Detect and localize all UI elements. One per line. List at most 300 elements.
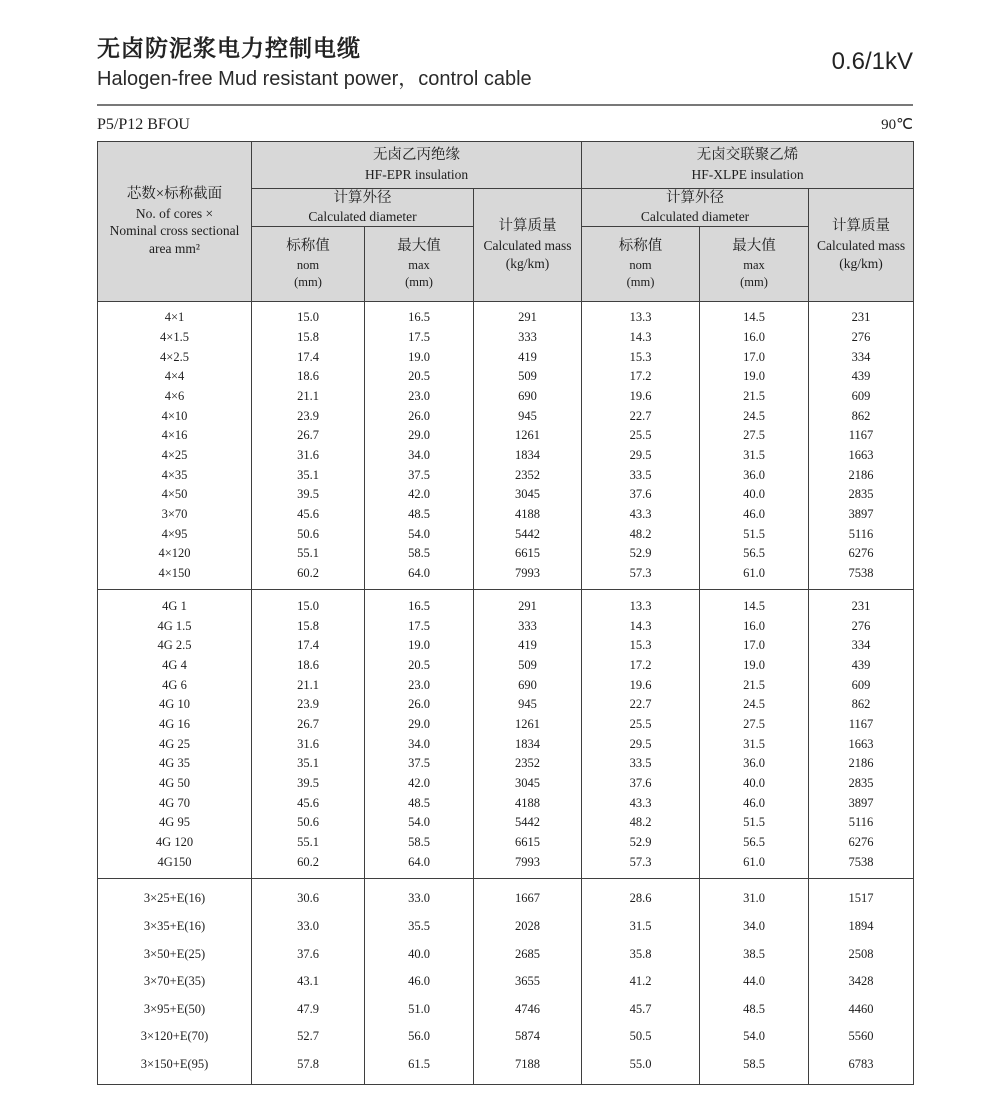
header-cores-area bbox=[98, 141, 252, 301]
cell-value: 37.6 bbox=[582, 485, 700, 505]
cell-value: 439 bbox=[809, 367, 914, 387]
cell-value: 31.5 bbox=[700, 446, 809, 466]
cell-value: 4188 bbox=[474, 793, 582, 813]
table-row bbox=[98, 813, 914, 833]
cell-value: 23.9 bbox=[252, 695, 365, 715]
cell-cores-area: 4G 95 bbox=[98, 813, 252, 833]
table-row bbox=[98, 426, 914, 446]
cell-value: 64.0 bbox=[365, 564, 474, 590]
cell-value: 31.5 bbox=[582, 913, 700, 941]
cell-value: 52.7 bbox=[252, 1023, 365, 1051]
cell-value: 22.7 bbox=[582, 406, 700, 426]
cell-value: 291 bbox=[474, 301, 582, 327]
cell-value: 52.9 bbox=[582, 544, 700, 564]
cell-value: 27.5 bbox=[700, 426, 809, 446]
cell-value: 35.8 bbox=[582, 940, 700, 968]
table-row bbox=[98, 564, 914, 590]
table-row bbox=[98, 387, 914, 407]
model-code: P5/P12 BFOU bbox=[97, 115, 190, 133]
cell-value: 37.5 bbox=[365, 465, 474, 485]
page-title-en: Halogen-free Mud resistant power，control cable bbox=[97, 67, 532, 90]
cell-value: 509 bbox=[474, 656, 582, 676]
cell-value: 1261 bbox=[474, 715, 582, 735]
table-row bbox=[98, 793, 914, 813]
cell-value: 334 bbox=[809, 636, 914, 656]
header-epr-max-unit: (mm) bbox=[405, 274, 433, 289]
cell-value: 2835 bbox=[809, 485, 914, 505]
cell-value: 46.0 bbox=[700, 793, 809, 813]
table-row bbox=[98, 879, 914, 913]
table-row bbox=[98, 695, 914, 715]
header-cores-area-en3: area mm² bbox=[149, 240, 200, 256]
cell-value: 28.6 bbox=[582, 879, 700, 913]
table-row bbox=[98, 367, 914, 387]
cell-value: 33.5 bbox=[582, 754, 700, 774]
cell-value: 42.0 bbox=[365, 485, 474, 505]
header-xlpe-nom bbox=[582, 226, 700, 301]
cell-cores-area: 3×25+E(16) bbox=[98, 879, 252, 913]
cell-cores-area: 4G 120 bbox=[98, 833, 252, 853]
cell-value: 5116 bbox=[809, 524, 914, 544]
cell-value: 30.6 bbox=[252, 879, 365, 913]
cell-value: 45.6 bbox=[252, 793, 365, 813]
cell-value: 21.1 bbox=[252, 675, 365, 695]
cell-value: 41.2 bbox=[582, 968, 700, 996]
cell-value: 33.0 bbox=[252, 913, 365, 941]
cell-value: 6615 bbox=[474, 833, 582, 853]
header-xlpe-diameter-cn: 计算外径 bbox=[666, 189, 725, 206]
cell-value: 419 bbox=[474, 347, 582, 367]
cell-value: 29.0 bbox=[365, 715, 474, 735]
header-epr-mass bbox=[474, 188, 582, 301]
cell-value: 7993 bbox=[474, 852, 582, 878]
cell-value: 45.6 bbox=[252, 505, 365, 525]
cell-value: 4188 bbox=[474, 505, 582, 525]
cell-value: 7538 bbox=[809, 564, 914, 590]
cell-value: 15.8 bbox=[252, 616, 365, 636]
cell-cores-area: 3×35+E(16) bbox=[98, 913, 252, 941]
cell-value: 21.5 bbox=[700, 387, 809, 407]
cell-value: 58.5 bbox=[365, 544, 474, 564]
cell-value: 23.0 bbox=[365, 675, 474, 695]
cell-value: 51.5 bbox=[700, 813, 809, 833]
header-epr-mass-cn: 计算质量 bbox=[498, 218, 557, 235]
cell-cores-area: 4G 50 bbox=[98, 774, 252, 794]
cell-cores-area: 4×1 bbox=[98, 301, 252, 327]
header-group-epr-cn: 无卤乙丙绝缘 bbox=[373, 147, 461, 164]
cell-value: 27.5 bbox=[700, 715, 809, 735]
cell-value: 43.3 bbox=[582, 793, 700, 813]
cell-value: 29.5 bbox=[582, 446, 700, 466]
cell-value: 1261 bbox=[474, 426, 582, 446]
cell-value: 5442 bbox=[474, 813, 582, 833]
cell-value: 945 bbox=[474, 406, 582, 426]
header-xlpe-max-en: max bbox=[743, 257, 765, 272]
cell-cores-area: 3×70+E(35) bbox=[98, 968, 252, 996]
cell-value: 15.0 bbox=[252, 301, 365, 327]
cell-value: 23.9 bbox=[252, 406, 365, 426]
cell-value: 17.2 bbox=[582, 367, 700, 387]
cell-value: 17.0 bbox=[700, 636, 809, 656]
table-row bbox=[98, 524, 914, 544]
cell-value: 609 bbox=[809, 387, 914, 407]
cell-value: 609 bbox=[809, 675, 914, 695]
cell-value: 18.6 bbox=[252, 656, 365, 676]
model-row bbox=[97, 115, 913, 134]
cell-cores-area: 3×120+E(70) bbox=[98, 1023, 252, 1051]
cell-cores-area: 4G 1 bbox=[98, 590, 252, 616]
cell-cores-area: 3×70 bbox=[98, 505, 252, 525]
cell-value: 276 bbox=[809, 616, 914, 636]
cell-value: 5442 bbox=[474, 524, 582, 544]
cell-value: 55.1 bbox=[252, 544, 365, 564]
table-row bbox=[98, 328, 914, 348]
table-row bbox=[98, 616, 914, 636]
header-xlpe-max bbox=[700, 226, 809, 301]
cell-value: 1663 bbox=[809, 446, 914, 466]
cell-cores-area: 3×150+E(95) bbox=[98, 1051, 252, 1085]
header-epr-nom bbox=[252, 226, 365, 301]
cell-value: 862 bbox=[809, 406, 914, 426]
cell-value: 33.5 bbox=[582, 465, 700, 485]
cell-value: 46.0 bbox=[700, 505, 809, 525]
header-epr-diameter bbox=[252, 188, 474, 226]
cell-value: 55.0 bbox=[582, 1051, 700, 1085]
cell-value: 14.3 bbox=[582, 616, 700, 636]
header-epr-nom-unit: (mm) bbox=[294, 274, 322, 289]
header-xlpe-max-cn: 最大值 bbox=[732, 238, 776, 255]
cell-value: 47.9 bbox=[252, 995, 365, 1023]
cell-value: 58.5 bbox=[365, 833, 474, 853]
cell-cores-area: 4G 25 bbox=[98, 734, 252, 754]
cell-value: 46.0 bbox=[365, 968, 474, 996]
cell-value: 17.0 bbox=[700, 347, 809, 367]
cell-value: 14.5 bbox=[700, 301, 809, 327]
cell-value: 7538 bbox=[809, 852, 914, 878]
cell-value: 57.3 bbox=[582, 564, 700, 590]
header-divider bbox=[97, 104, 913, 106]
header-epr-diameter-cn: 计算外径 bbox=[333, 189, 392, 206]
cell-value: 56.0 bbox=[365, 1023, 474, 1051]
header-epr-mass-unit: (kg/km) bbox=[505, 255, 550, 271]
cell-value: 333 bbox=[474, 616, 582, 636]
cell-value: 3655 bbox=[474, 968, 582, 996]
cell-value: 5116 bbox=[809, 813, 914, 833]
table-section-1 bbox=[98, 301, 914, 590]
table-section-3 bbox=[98, 879, 914, 1085]
cell-value: 48.5 bbox=[700, 995, 809, 1023]
cell-value: 40.0 bbox=[365, 940, 474, 968]
cell-value: 50.6 bbox=[252, 813, 365, 833]
header-epr-max-cn: 最大值 bbox=[397, 238, 441, 255]
cell-value: 18.6 bbox=[252, 367, 365, 387]
header-group-xlpe bbox=[582, 141, 914, 188]
spec-table bbox=[97, 141, 914, 1086]
table-row bbox=[98, 913, 914, 941]
cell-value: 1167 bbox=[809, 426, 914, 446]
cell-value: 26.7 bbox=[252, 426, 365, 446]
cell-value: 2508 bbox=[809, 940, 914, 968]
cell-cores-area: 4×4 bbox=[98, 367, 252, 387]
cell-value: 1517 bbox=[809, 879, 914, 913]
cell-value: 26.7 bbox=[252, 715, 365, 735]
cell-value: 19.6 bbox=[582, 387, 700, 407]
table-row bbox=[98, 590, 914, 616]
cell-value: 19.0 bbox=[700, 656, 809, 676]
cell-value: 34.0 bbox=[365, 734, 474, 754]
cell-value: 39.5 bbox=[252, 485, 365, 505]
page-title-cn: 无卤防泥浆电力控制电缆 bbox=[97, 35, 361, 61]
cell-value: 1834 bbox=[474, 446, 582, 466]
cell-value: 31.6 bbox=[252, 734, 365, 754]
cell-value: 51.0 bbox=[365, 995, 474, 1023]
cell-value: 44.0 bbox=[700, 968, 809, 996]
cell-value: 6276 bbox=[809, 833, 914, 853]
cell-value: 6615 bbox=[474, 544, 582, 564]
header-xlpe-mass-en: Calculated mass bbox=[816, 238, 906, 254]
cell-cores-area: 4G 70 bbox=[98, 793, 252, 813]
cell-value: 22.7 bbox=[582, 695, 700, 715]
cell-value: 2186 bbox=[809, 465, 914, 485]
cell-value: 40.0 bbox=[700, 774, 809, 794]
cell-cores-area: 4G 10 bbox=[98, 695, 252, 715]
cell-value: 26.0 bbox=[365, 406, 474, 426]
cell-value: 25.5 bbox=[582, 715, 700, 735]
cell-value: 24.5 bbox=[700, 406, 809, 426]
table-row bbox=[98, 734, 914, 754]
cell-value: 31.6 bbox=[252, 446, 365, 466]
cell-value: 17.5 bbox=[365, 328, 474, 348]
cell-value: 945 bbox=[474, 695, 582, 715]
cell-value: 37.6 bbox=[252, 940, 365, 968]
header-group-epr-en: HF-EPR insulation bbox=[364, 166, 469, 182]
cell-value: 61.0 bbox=[700, 564, 809, 590]
cell-value: 15.8 bbox=[252, 328, 365, 348]
cell-value: 19.0 bbox=[700, 367, 809, 387]
table-row bbox=[98, 852, 914, 878]
table-row bbox=[98, 968, 914, 996]
cell-value: 26.0 bbox=[365, 695, 474, 715]
cell-value: 57.3 bbox=[582, 852, 700, 878]
cell-value: 276 bbox=[809, 328, 914, 348]
header-epr-max-en: max bbox=[408, 257, 430, 272]
cell-value: 1667 bbox=[474, 879, 582, 913]
cell-value: 24.5 bbox=[700, 695, 809, 715]
header-xlpe-mass-cn: 计算质量 bbox=[832, 218, 891, 235]
cell-cores-area: 3×95+E(50) bbox=[98, 995, 252, 1023]
header-group-epr bbox=[252, 141, 582, 188]
table-row bbox=[98, 1051, 914, 1085]
cell-value: 61.0 bbox=[700, 852, 809, 878]
cell-value: 15.3 bbox=[582, 347, 700, 367]
cell-value: 56.5 bbox=[700, 833, 809, 853]
cell-value: 15.3 bbox=[582, 636, 700, 656]
cell-cores-area: 4×35 bbox=[98, 465, 252, 485]
cell-value: 1834 bbox=[474, 734, 582, 754]
cell-value: 39.5 bbox=[252, 774, 365, 794]
header-xlpe-nom-unit: (mm) bbox=[626, 274, 655, 289]
cell-value: 334 bbox=[809, 347, 914, 367]
cell-value: 58.5 bbox=[700, 1051, 809, 1085]
cell-value: 1167 bbox=[809, 715, 914, 735]
table-row bbox=[98, 347, 914, 367]
cell-value: 60.2 bbox=[252, 564, 365, 590]
table-row bbox=[98, 774, 914, 794]
cell-value: 57.8 bbox=[252, 1051, 365, 1085]
cell-value: 52.9 bbox=[582, 833, 700, 853]
cell-cores-area: 4×50 bbox=[98, 485, 252, 505]
header-xlpe-mass bbox=[809, 188, 914, 301]
cell-value: 6783 bbox=[809, 1051, 914, 1085]
cell-value: 690 bbox=[474, 387, 582, 407]
cell-cores-area: 4G 16 bbox=[98, 715, 252, 735]
cell-value: 3045 bbox=[474, 774, 582, 794]
cell-value: 439 bbox=[809, 656, 914, 676]
cell-value: 14.3 bbox=[582, 328, 700, 348]
cell-value: 20.5 bbox=[365, 656, 474, 676]
cell-value: 33.0 bbox=[365, 879, 474, 913]
cell-value: 34.0 bbox=[365, 446, 474, 466]
table-row bbox=[98, 636, 914, 656]
cell-value: 6276 bbox=[809, 544, 914, 564]
header-xlpe-diameter bbox=[582, 188, 809, 226]
cell-cores-area: 4G 1.5 bbox=[98, 616, 252, 636]
cell-value: 21.1 bbox=[252, 387, 365, 407]
cell-value: 17.4 bbox=[252, 636, 365, 656]
table-row bbox=[98, 656, 914, 676]
cell-value: 36.0 bbox=[700, 754, 809, 774]
cell-value: 35.5 bbox=[365, 913, 474, 941]
cell-value: 35.1 bbox=[252, 465, 365, 485]
cell-cores-area: 4G150 bbox=[98, 852, 252, 878]
table-row bbox=[98, 544, 914, 564]
table-row bbox=[98, 406, 914, 426]
header-xlpe-nom-cn: 标称值 bbox=[618, 238, 663, 255]
cell-value: 2352 bbox=[474, 465, 582, 485]
cell-cores-area: 4G 2.5 bbox=[98, 636, 252, 656]
cell-cores-area: 4×95 bbox=[98, 524, 252, 544]
table-row bbox=[98, 301, 914, 327]
cell-value: 25.5 bbox=[582, 426, 700, 446]
cell-value: 231 bbox=[809, 590, 914, 616]
cell-value: 40.0 bbox=[700, 485, 809, 505]
page-header bbox=[97, 34, 913, 91]
cell-value: 14.5 bbox=[700, 590, 809, 616]
header-xlpe-max-unit: (mm) bbox=[740, 274, 768, 289]
cell-value: 48.2 bbox=[582, 813, 700, 833]
cell-value: 50.6 bbox=[252, 524, 365, 544]
cell-cores-area: 4×150 bbox=[98, 564, 252, 590]
cell-value: 2685 bbox=[474, 940, 582, 968]
header-cores-area-cn: 芯数×标称截面 bbox=[126, 186, 223, 203]
table-section-2 bbox=[98, 590, 914, 879]
table-row bbox=[98, 754, 914, 774]
cell-value: 43.1 bbox=[252, 968, 365, 996]
cell-value: 2352 bbox=[474, 754, 582, 774]
table-row bbox=[98, 833, 914, 853]
cell-value: 7188 bbox=[474, 1051, 582, 1085]
cell-value: 38.5 bbox=[700, 940, 809, 968]
header-xlpe-diameter-en: Calculated diameter bbox=[640, 209, 750, 225]
cell-value: 19.0 bbox=[365, 636, 474, 656]
cell-value: 4746 bbox=[474, 995, 582, 1023]
cell-value: 35.1 bbox=[252, 754, 365, 774]
cell-value: 42.0 bbox=[365, 774, 474, 794]
cell-value: 1663 bbox=[809, 734, 914, 754]
cell-value: 333 bbox=[474, 328, 582, 348]
cell-value: 419 bbox=[474, 636, 582, 656]
cell-value: 3428 bbox=[809, 968, 914, 996]
header-cores-area-en1: No. of cores × bbox=[135, 205, 214, 221]
cell-value: 51.5 bbox=[700, 524, 809, 544]
cell-value: 4460 bbox=[809, 995, 914, 1023]
cell-value: 5874 bbox=[474, 1023, 582, 1051]
cell-value: 17.4 bbox=[252, 347, 365, 367]
table-row bbox=[98, 995, 914, 1023]
cell-value: 3897 bbox=[809, 505, 914, 525]
cell-value: 55.1 bbox=[252, 833, 365, 853]
cell-value: 50.5 bbox=[582, 1023, 700, 1051]
table-row bbox=[98, 505, 914, 525]
cell-cores-area: 4G 35 bbox=[98, 754, 252, 774]
cell-value: 7993 bbox=[474, 564, 582, 590]
cell-value: 21.5 bbox=[700, 675, 809, 695]
cell-cores-area: 4×6 bbox=[98, 387, 252, 407]
header-epr-diameter-en: Calculated diameter bbox=[308, 209, 417, 225]
header-xlpe-mass-unit: (kg/km) bbox=[839, 255, 883, 271]
cell-value: 16.0 bbox=[700, 616, 809, 636]
cell-value: 2186 bbox=[809, 754, 914, 774]
cell-value: 3897 bbox=[809, 793, 914, 813]
cell-value: 61.5 bbox=[365, 1051, 474, 1085]
cell-value: 2835 bbox=[809, 774, 914, 794]
cell-value: 291 bbox=[474, 590, 582, 616]
header-group-xlpe-en: HF-XLPE insulation bbox=[691, 166, 804, 182]
cell-value: 31.5 bbox=[700, 734, 809, 754]
cell-value: 16.0 bbox=[700, 328, 809, 348]
header-cores-area-en2: Nominal cross sectional bbox=[109, 223, 240, 239]
cell-value: 3045 bbox=[474, 485, 582, 505]
header-epr-max bbox=[365, 226, 474, 301]
table-row bbox=[98, 940, 914, 968]
table-row bbox=[98, 446, 914, 466]
cell-value: 5560 bbox=[809, 1023, 914, 1051]
cell-value: 36.0 bbox=[700, 465, 809, 485]
cell-value: 19.0 bbox=[365, 347, 474, 367]
cell-value: 13.3 bbox=[582, 590, 700, 616]
cell-value: 56.5 bbox=[700, 544, 809, 564]
cell-value: 48.2 bbox=[582, 524, 700, 544]
cell-value: 231 bbox=[809, 301, 914, 327]
header-epr-nom-cn: 标称值 bbox=[286, 238, 330, 255]
cell-value: 17.5 bbox=[365, 616, 474, 636]
cell-value: 2028 bbox=[474, 913, 582, 941]
cell-value: 16.5 bbox=[365, 301, 474, 327]
table-row bbox=[98, 1023, 914, 1051]
cell-value: 862 bbox=[809, 695, 914, 715]
cell-value: 29.5 bbox=[582, 734, 700, 754]
cell-value: 690 bbox=[474, 675, 582, 695]
cell-cores-area: 4×10 bbox=[98, 406, 252, 426]
table-row bbox=[98, 465, 914, 485]
temperature-rating: 90℃ bbox=[881, 116, 913, 133]
cell-value: 15.0 bbox=[252, 590, 365, 616]
cell-cores-area: 4G 4 bbox=[98, 656, 252, 676]
cell-cores-area: 4×25 bbox=[98, 446, 252, 466]
cell-value: 13.3 bbox=[582, 301, 700, 327]
cell-value: 19.6 bbox=[582, 675, 700, 695]
cell-value: 54.0 bbox=[365, 524, 474, 544]
